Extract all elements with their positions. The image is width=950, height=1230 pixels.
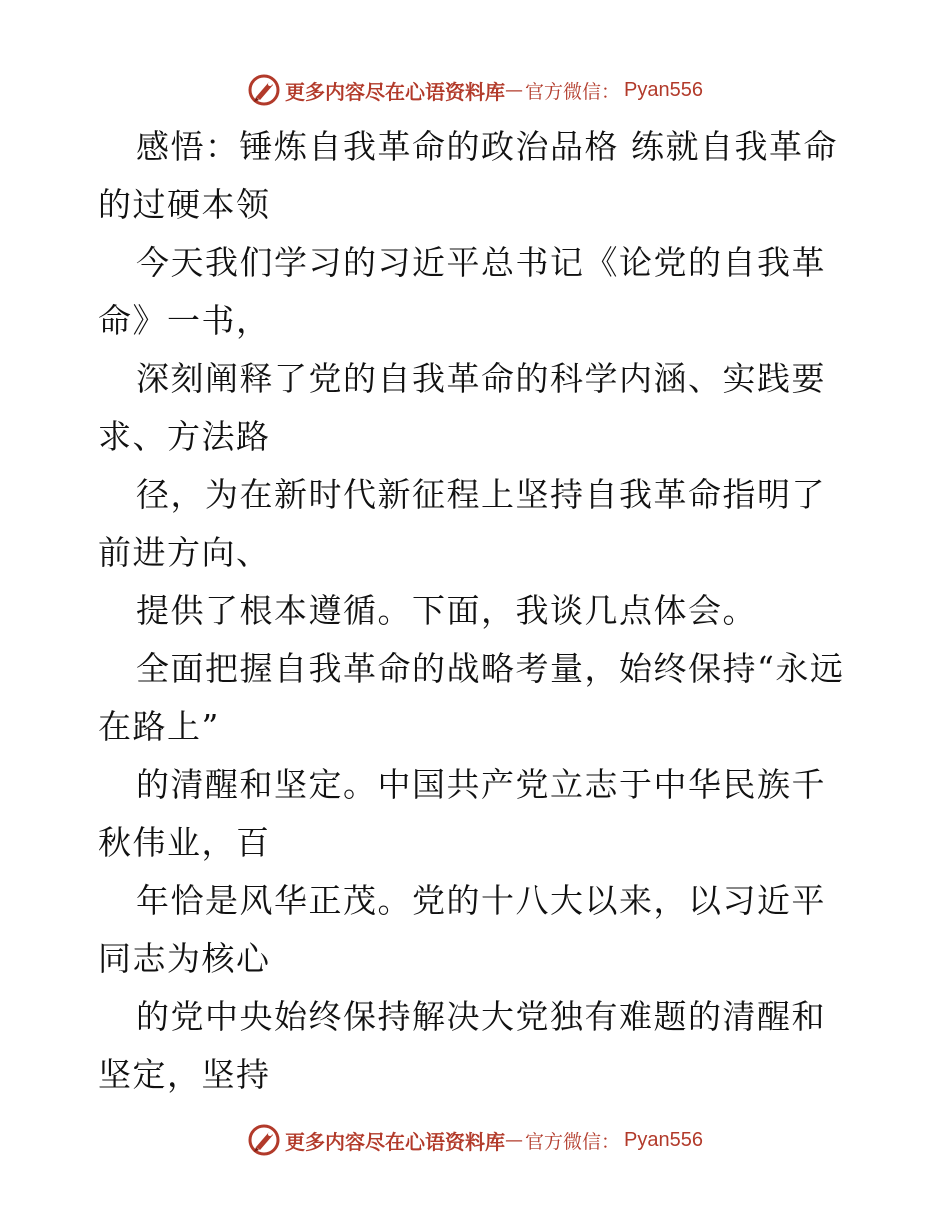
header-watermark <box>0 70 950 110</box>
watermark-wechat-id: Pyan556 <box>624 78 703 101</box>
watermark-separator: — <box>505 79 523 101</box>
paragraph: 提供了根本遵循。下面，我谈几点体会。 <box>136 591 757 630</box>
watermark-separator: — <box>505 1129 523 1151</box>
watermark-brand-text: 更多内容尽在心语资料库 <box>285 79 505 104</box>
pen-logo-icon <box>247 73 281 107</box>
document-body <box>98 118 854 1104</box>
paragraph: 全面把握自我革命的战略考量，始终保持“永远在路上” <box>98 649 845 746</box>
watermark-wechat-label: 官方微信： <box>525 1130 621 1153</box>
footer-watermark <box>0 1120 950 1160</box>
watermark-wechat-id: Pyan556 <box>624 1128 703 1151</box>
paragraph: 年恰是风华正茂。党的十八大以来，以习近平同志为核心 <box>98 881 826 978</box>
paragraph: 径，为在新时代新征程上坚持自我革命指明了前进方向、 <box>98 475 826 572</box>
paragraph: 的清醒和坚定。中国共产党立志于中华民族千秋伟业，百 <box>98 765 826 862</box>
paragraph: 深刻阐释了党的自我革命的科学内涵、实践要求、方法路 <box>98 359 826 456</box>
watermark-wechat-label: 官方微信： <box>525 80 621 103</box>
document-title: 感悟：锤炼自我革命的政治品格 练就自我革命的过硬本领 <box>98 127 838 224</box>
paragraph: 的党中央始终保持解决大党独有难题的清醒和坚定，坚持 <box>98 997 826 1094</box>
watermark-brand-text: 更多内容尽在心语资料库 <box>285 1129 505 1154</box>
pen-logo-icon <box>247 1123 281 1157</box>
paragraph: 今天我们学习的习近平总书记《论党的自我革命》一书， <box>98 243 826 340</box>
